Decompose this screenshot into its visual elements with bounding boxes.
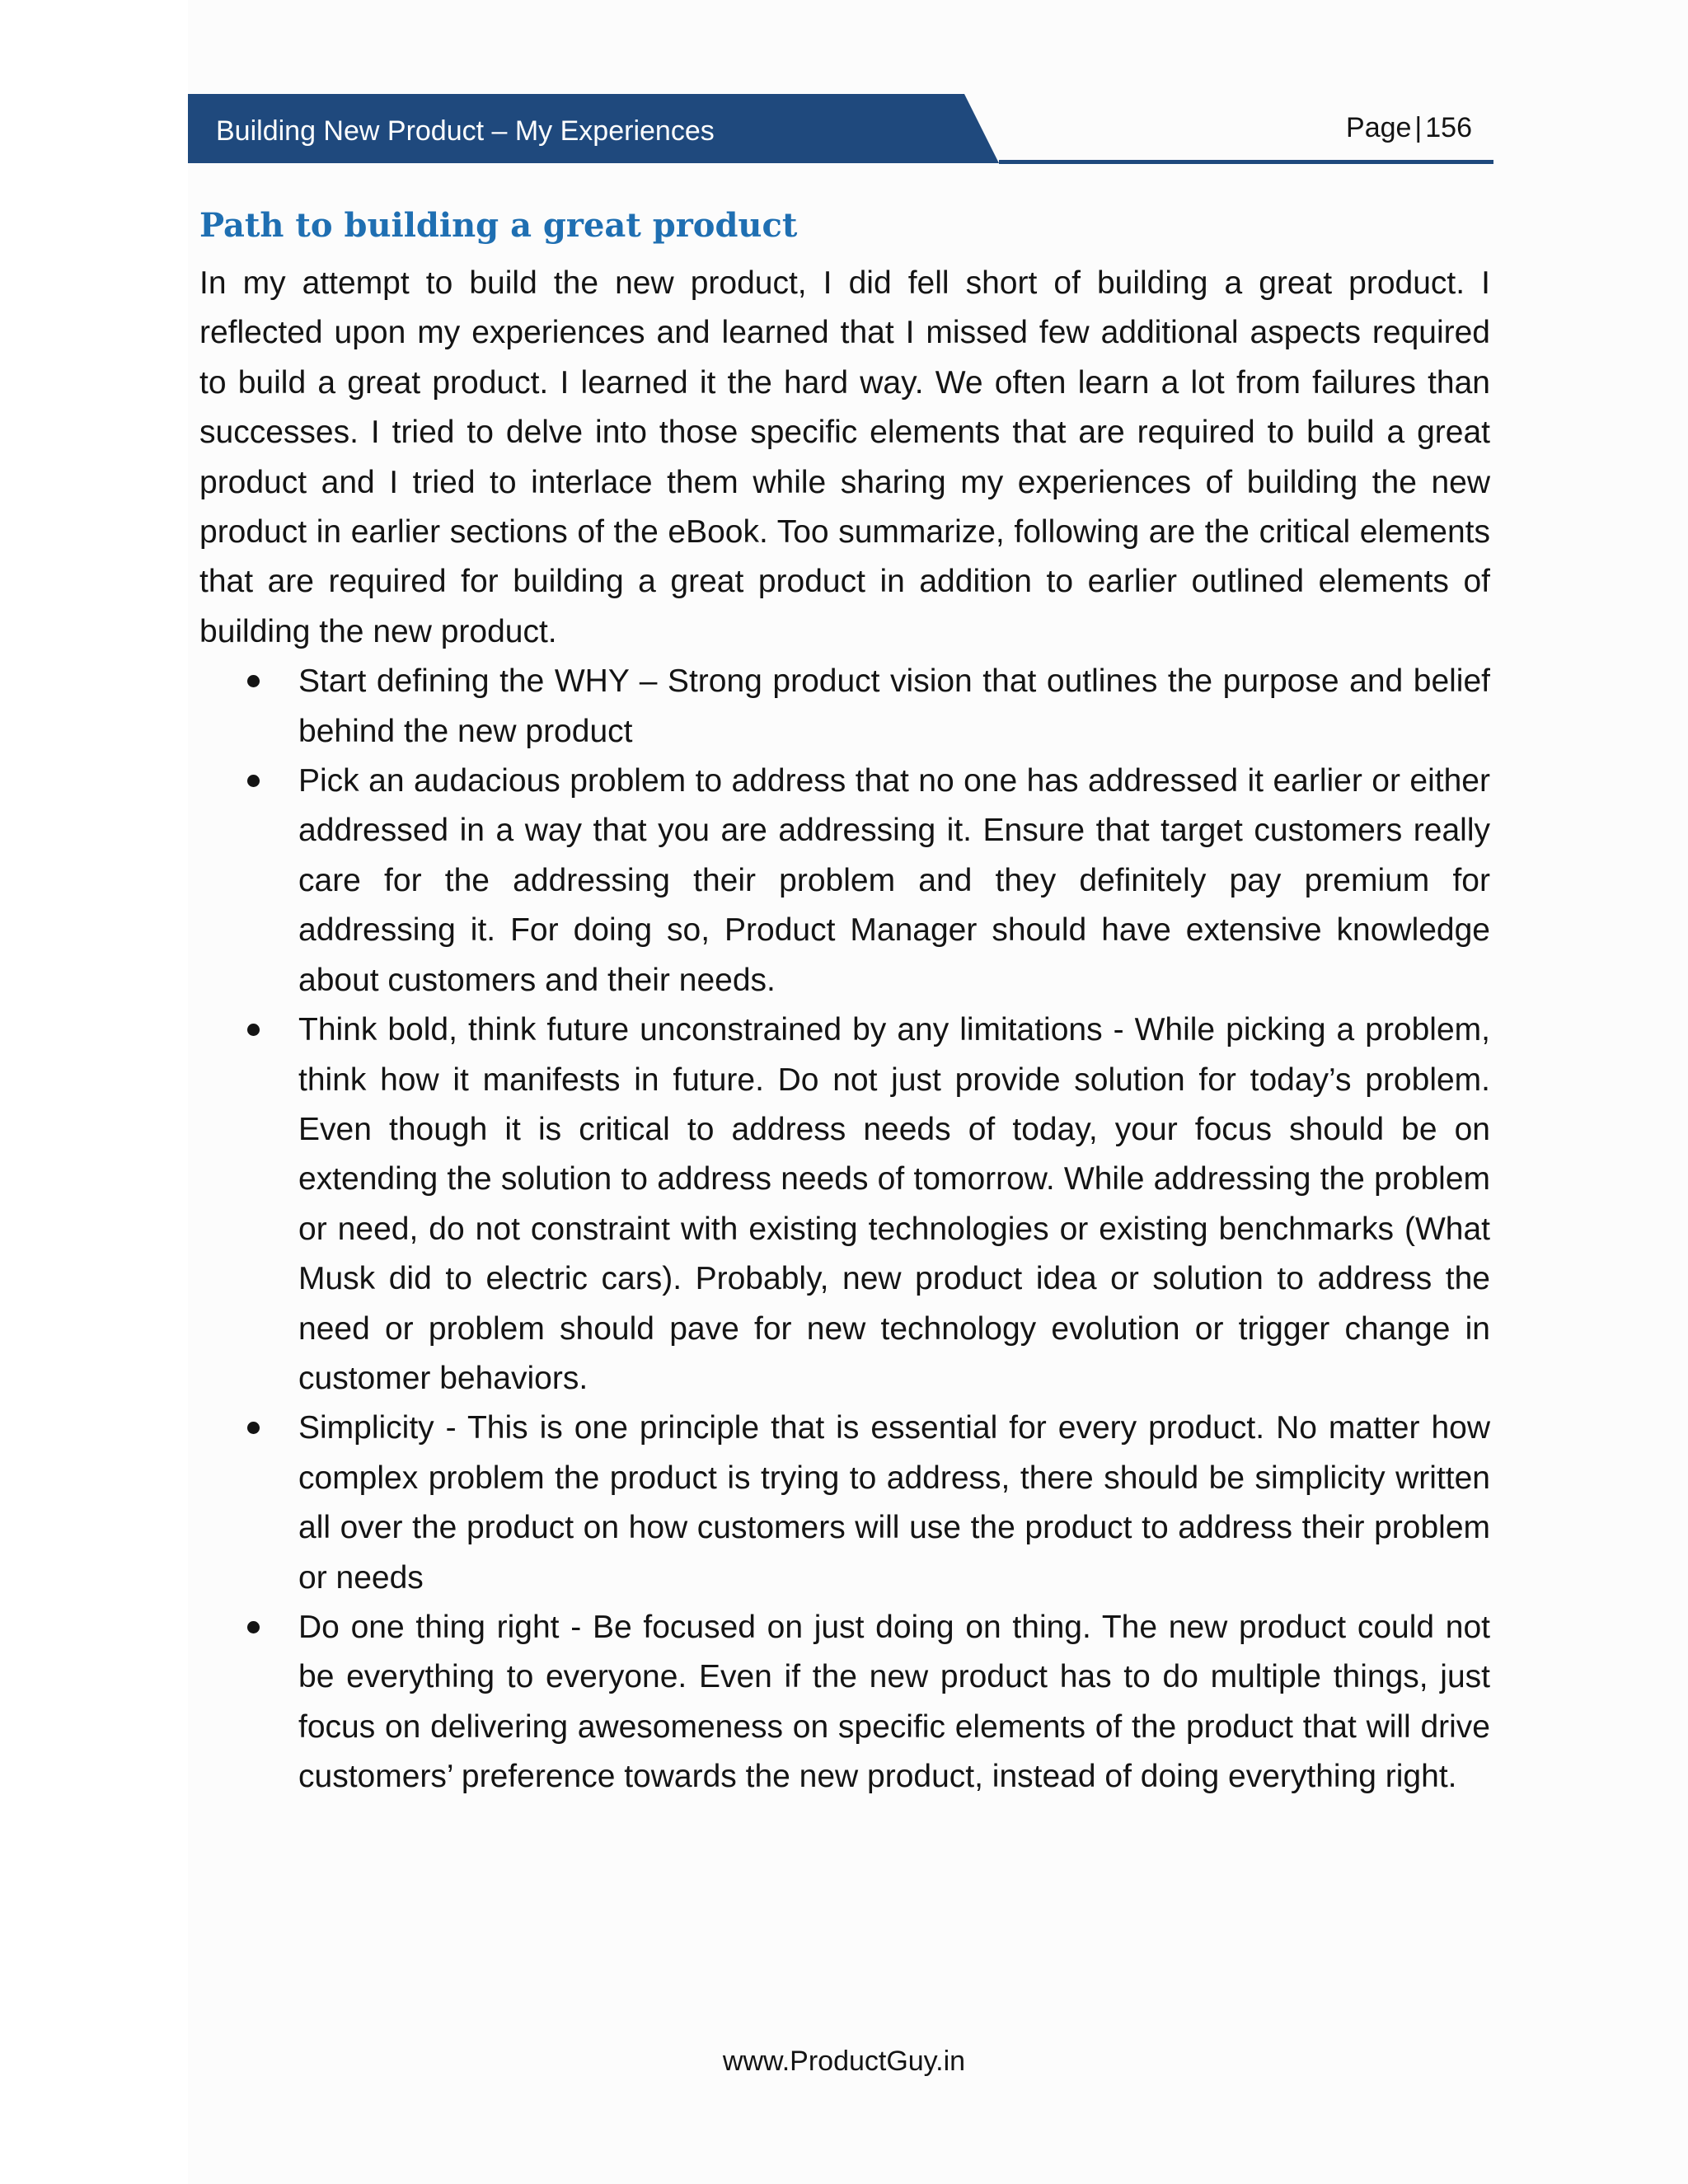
bullet-text: Start defining the WHY – Strong product vision that outlines the purpose and belief behind the new product	[298, 663, 1490, 749]
bullet-icon	[247, 1621, 260, 1633]
bullet-icon	[247, 1422, 260, 1434]
bullet-item	[199, 1005, 1490, 1404]
header-title: Building New Product – My Experiences	[216, 115, 715, 147]
bullet-list	[199, 657, 1490, 1802]
intro-paragraph: In my attempt to build the new product, I did fell short of building a great product. I reflected upon my experiences and learned that I missed few additional aspects required to build a great product. I learned it the hard way. We often learn a lot from failures than successes. I tried to delve into those specific elements that are required to build a great product and I tried to interlace them while sharing my experiences of building the new product in earlier sections of the eBook. Too summarize, following are the critical elements that are required for building a great product in addition to earlier outlined elements of building the new product.	[199, 265, 1490, 649]
page-label: Page	[1346, 112, 1412, 143]
bullet-icon	[247, 1024, 260, 1036]
page-separator: |	[1414, 112, 1423, 143]
header-rule	[999, 160, 1493, 164]
bullet-item	[199, 657, 1490, 757]
main-content	[199, 201, 1490, 1802]
page-number: 156	[1425, 112, 1472, 143]
bullet-text: Do one thing right - Be focused on just doing on thing. The new product could not be everything to everyone. Even if the new product has to do multiple things, just focus on delivering awesomeness on specific elements of the product that will drive customers’ preference towards the new product, instead of doing everything right.	[298, 1609, 1490, 1795]
footer-url: www.ProductGuy.in	[722, 2046, 966, 2077]
section-title: Path to building a great product	[199, 206, 798, 245]
bullet-icon	[247, 775, 260, 787]
page-number-label	[1346, 112, 1472, 144]
bullet-item	[199, 1603, 1490, 1802]
bullet-item	[199, 1404, 1490, 1603]
bullet-text: Simplicity - This is one principle that is essential for every product. No matter how complex problem the product is trying to address, there should be simplicity written all over the product on how customers will use the product to address their problem or needs	[298, 1410, 1490, 1596]
bullet-text: Pick an audacious problem to address that no one has addressed it earlier or either addressed in a way that you are addressing it. Ensure that target customers really care for the addressing their problem and they definitely pay premium for addressing it. For doing so, Product Manager should have extensive knowledge about customers and their needs.	[298, 763, 1490, 998]
bullet-item	[199, 757, 1490, 1005]
bullet-text: Think bold, think future unconstrained by any limitations - While picking a problem, think how it manifests in future. Do not just provide solution for today’s problem. Even though it is critical to address needs of today, your focus should be on extending the solution to address needs of tomorrow. While addressing the problem or need, do not constraint with existing technologies or existing benchmarks (What Musk did to electric cars). Probably, new product idea or solution to address the need or problem should pave for new technology evolution or trigger change in customer behaviors.	[298, 1012, 1490, 1396]
running-header	[188, 94, 1493, 168]
bullet-icon	[247, 675, 260, 687]
